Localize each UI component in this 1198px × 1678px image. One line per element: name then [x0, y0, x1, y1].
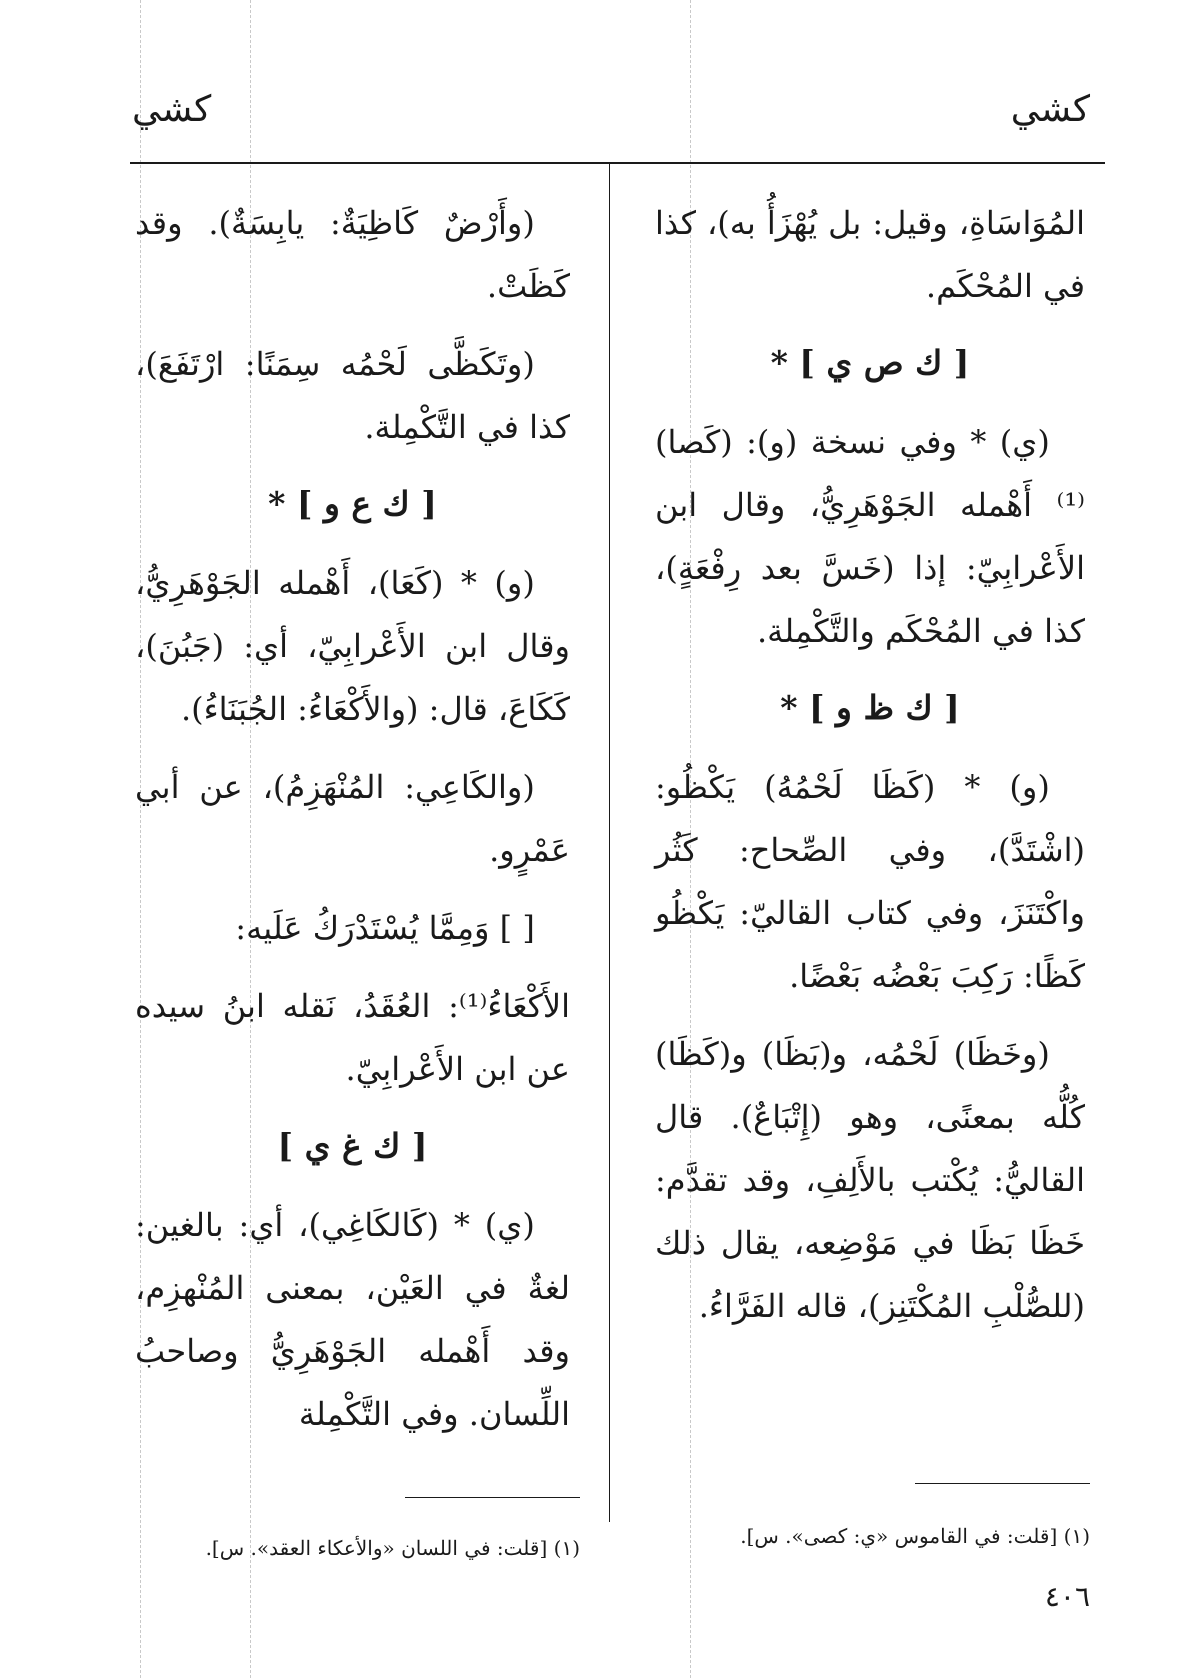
paragraph: الأَكْعَاءُ⁽¹⁾: العُقَدُ، نَقله ابنُ سيده عن ابن الأَعْرابِيّ. — [135, 987, 570, 1088]
entry-heading: [ ك ص ي ] * — [770, 343, 970, 382]
paragraph: المُوَاسَاةِ، وقيل: بل يُهْزَأُ به)، كذا في المُحْكَم. — [655, 204, 1085, 305]
paragraph: (ي) * (كَالكَاغِي)، أي: بالغين: لغةٌ في العَيْن، بمعنى المُنْهزِم، وقد أَهْمله الجَوْهَرِيُّ وصاحبُ اللِّسان. وفي التَّكْمِلة — [135, 1206, 570, 1433]
entry-heading: [ ك ظ و ] * — [780, 688, 960, 727]
column-divider — [609, 162, 610, 1522]
paragraph: (وتَكَظَّى لَحْمُه سِمَنًا: ارْتَفَعَ)، كذا في التَّكْمِلة. — [135, 345, 570, 446]
running-header-right: كشي — [1010, 89, 1090, 130]
paragraph: (و) * (كَعَا)، أَهْمله الجَوْهَرِيُّ، وقال ابن الأَعْرابِيّ، أي: (جَبُنَ)، كَكَاعَ، قال: (والأَكْعَاءُ: الجُبَنَاءُ). — [135, 564, 570, 728]
footnote-rule-left — [405, 1497, 580, 1498]
footnote-right: (١) [قلت: في القاموس «ي: كصى». س]. — [740, 1524, 1090, 1548]
page-number: ٤٠٦ — [1044, 1580, 1090, 1613]
right-column — [655, 192, 1085, 1353]
entry-heading: [ ك غ ي ] — [277, 1126, 428, 1165]
paragraph: (والكَاعِي: المُنْهَزِمُ)، عن أبي عَمْرٍو. — [135, 768, 570, 869]
paragraph: (ي) * وفي نسخة (و): (كَصا)⁽¹⁾ أَهْمله الجَوْهَرِيُّ، وقال ابن الأَعْرابِيّ: إذا (خَسَّ بعد رِفْعَةٍ)، كذا في المُحْكَم والتَّكْمِلة. — [655, 423, 1085, 650]
footnote-left: (١) [قلت: في اللسان «والأعكاء العقد». س]. — [205, 1536, 580, 1560]
header-rule — [130, 162, 1105, 164]
paragraph: (و) * (كَظَا لَحْمُهُ) يَكْظُو: (اشْتَدَّ)، وفي الصِّحاح: كَثُر واكْتَنَزَ، وفي كتاب القاليّ: يَكْظُو كَظًا: رَكِبَ بَعْضُه بَعْضًا. — [655, 768, 1085, 995]
running-header-left: كشي — [132, 89, 212, 130]
paragraph: (وأَرْضٌ كَاظِيَةٌ: يابِسَةٌ). وقد كَظَتْ. — [135, 204, 570, 305]
left-column — [135, 192, 570, 1461]
entry-heading: [ ك ع و ] * — [268, 484, 437, 523]
footnote-rule-right — [915, 1483, 1090, 1484]
paragraph: (وخَظَا) لَحْمُه، و(بَظَا) و(كَظَا) كُلُّه بمعنًى، وهو (إِتْبَاعٌ). قال القاليُّ: يُكْتب بالأَلِفِ، وقد تقدَّم: خَظَا بَظَا في مَوْضِعه، يقال ذلك (للصُّلْبِ المُكْتَنِز)، قاله الفَرَّاءُ. — [655, 1035, 1085, 1325]
paragraph: [ ] وَمِمَّا يُسْتَدْرَكُ عَلَيه: — [235, 909, 535, 947]
